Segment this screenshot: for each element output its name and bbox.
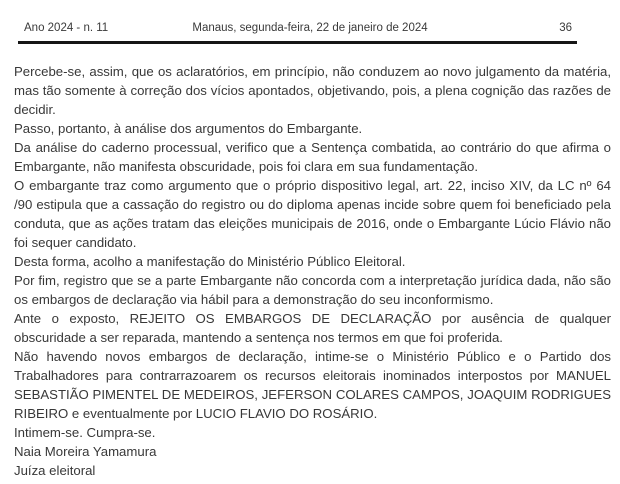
header-page-number: 36 [559,22,572,34]
body-paragraph: Da análise do caderno processual, verifico que a Sentença combatida, ao contrário do que afirma o Embargante, não manifesta obscuridade, pois foi clara em sua fundamentação. [14,140,611,174]
body-paragraph: Não havendo novos embargos de declaração, intime-se o Ministério Público e o Partido dos Trabalhadores para contrarrazoarem os recursos eleitorais inominados interpostos por MANUEL SEBASTIÃO PIMENTEL DE MEDEIROS, JEFERSON COLARES CAMPOS, JOAQUIM RODRIGUES RIBEIRO e eventualmente por LUCIO FLAVIO DO ROSÁRIO. [14,349,611,421]
header-edition: Ano 2024 - n. 11 [24,22,109,34]
body-paragraph: Juíza eleitoral [14,463,96,478]
header-dateline: Manaus, segunda-feira, 22 de janeiro de 2024 [192,22,428,34]
body-paragraph: Intimem-se. Cumpra-se. [14,425,156,440]
body-paragraph: Percebe-se, assim, que os aclaratórios, em princípio, não conduzem ao novo julgamento da matéria, mas tão somente à correção dos vícios apontados, objetivando, pois, a plena cognição das razões de decidir. [14,64,611,117]
body-paragraph: O embargante traz como argumento que o próprio dispositivo legal, art. 22, inciso XIV, da LC nº 64 /90 estipula que a cassação do registro ou do diploma apenas incide sobre quem foi beneficiado pela conduta, que as ações tratam das eleições municipais de 2016, onde o Embargante Lúcio Flávio não foi sequer candidato. [14,178,611,250]
body-paragraph: Passo, portanto, à análise dos argumentos do Embargante. [14,121,363,136]
header-rule [18,41,577,44]
document-body [14,62,611,480]
body-paragraph: Ante o exposto, REJEITO OS EMBARGOS DE DECLARAÇÃO por ausência de qualquer obscuridade a ser reparada, mantendo a sentença nos termos em que foi proferida. [14,311,611,345]
body-paragraph: Por fim, registro que se a parte Embargante não concorda com a interpretação jurídica dada, não são os embargos de declaração via hábil para a demonstração do seu inconformismo. [14,273,611,307]
page-header [0,22,620,38]
body-paragraph: Desta forma, acolho a manifestação do Ministério Público Eleitoral. [14,254,406,269]
body-paragraph: Naia Moreira Yamamura [14,444,157,459]
